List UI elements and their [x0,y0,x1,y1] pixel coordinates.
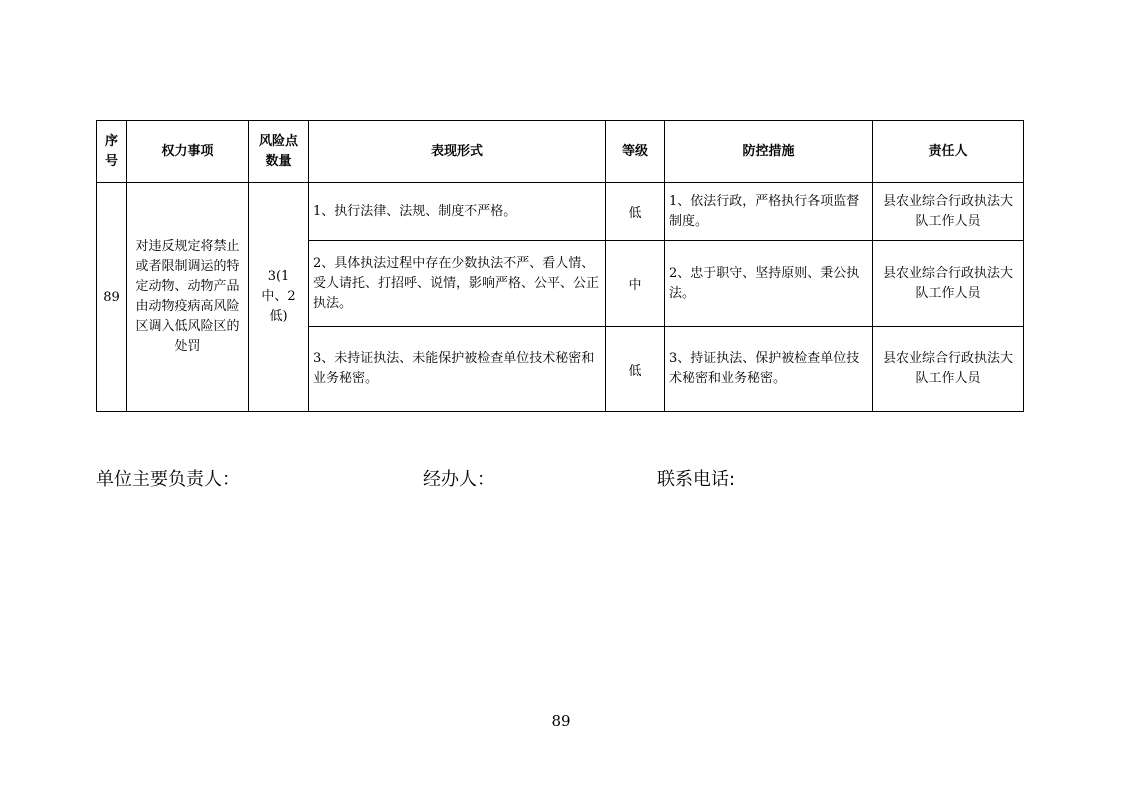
header-measure: 防控措施 [665,121,873,183]
leader-label: 单位主要负责人： [96,469,240,490]
seq-cell: 89 [97,183,127,412]
form-cell: 1、执行法律、法规、制度不严格。 [309,183,606,241]
risk-table [96,120,1024,412]
owner-cell: 县农业综合行政执法大队工作人员 [873,241,1024,327]
level-cell: 中 [606,241,665,327]
header-item: 权力事项 [127,121,249,183]
owner-cell: 县农业综合行政执法大队工作人员 [873,183,1024,241]
handler-label: 经办人： [423,469,495,490]
form-cell: 3、未持证执法、未能保护被检查单位技术秘密和业务秘密。 [309,327,606,412]
page-number: 89 [551,712,571,730]
table-row [97,183,1024,241]
item-cell: 对违反规定将禁止或者限制调运的特定动物、动物产品由动物疫病高风险区调入低风险区的处罚 [127,183,249,412]
header-level: 等级 [606,121,665,183]
level-cell: 低 [606,183,665,241]
measure-cell: 1、依法行政，严格执行各项监督制度。 [665,183,873,241]
header-count: 风险点数量 [249,121,309,183]
header-row [97,121,1024,183]
header-form: 表现形式 [309,121,606,183]
level-cell: 低 [606,327,665,412]
header-seq: 序号 [97,121,127,183]
measure-cell: 3、持证执法、保护被检查单位技术秘密和业务秘密。 [665,327,873,412]
form-cell: 2、具体执法过程中存在少数执法不严、看人情、受人请托、打招呼、说情，影响严格、公平、公正执法。 [309,241,606,327]
count-cell: 3(1中、2低) [249,183,309,412]
measure-cell: 2、忠于职守、坚持原则、秉公执法。 [665,241,873,327]
phone-label: 联系电话: [657,469,736,490]
owner-cell: 县农业综合行政执法大队工作人员 [873,327,1024,412]
header-owner: 责任人 [873,121,1024,183]
